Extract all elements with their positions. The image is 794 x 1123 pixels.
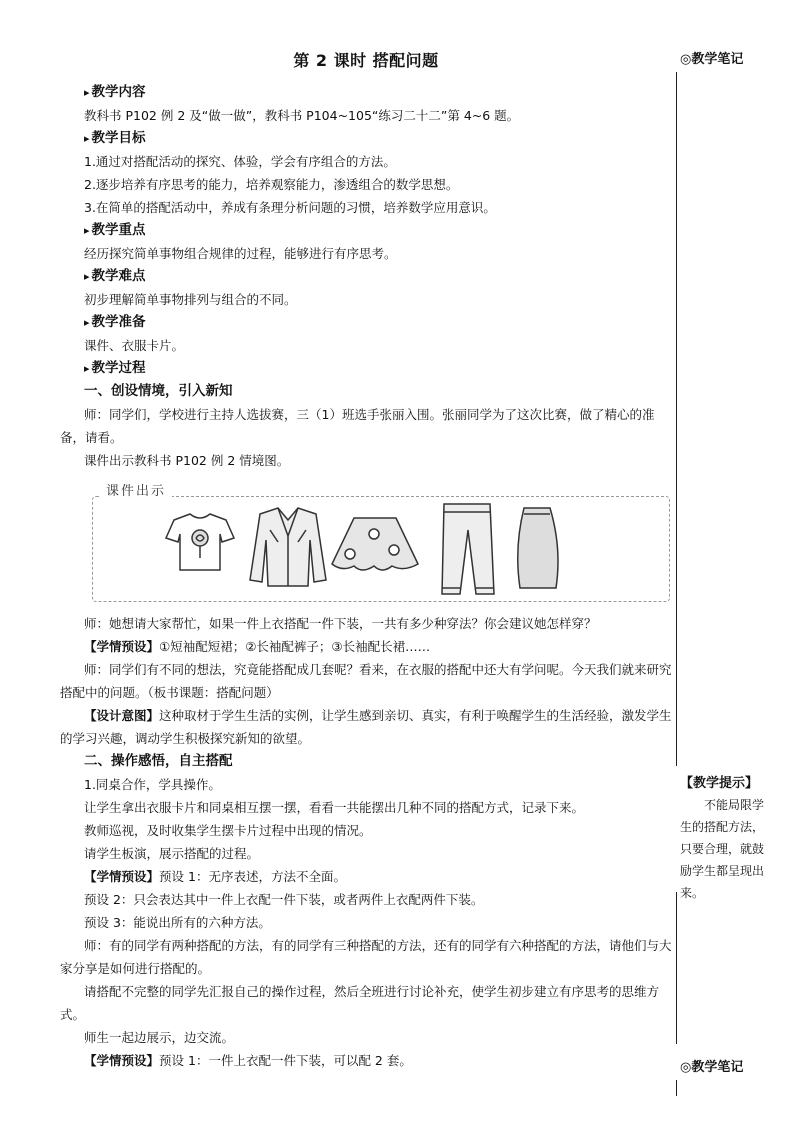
goal-item: 3.在简单的搭配活动中，养成有条理分析问题的习惯，培养数学应用意识。: [84, 200, 496, 215]
short-skirt-icon: [332, 518, 418, 570]
paragraph: [60, 704, 672, 750]
section-heading-prep: ▸ 教学准备: [60, 311, 672, 334]
teaching-notes-heading-bottom: ◎教学笔记: [680, 1060, 744, 1075]
key-text: 经历探究简单事物组合规律的过程，能够进行有序思考。: [84, 246, 397, 261]
section-heading-key: ▸ 教学重点: [60, 219, 672, 242]
paragraph: [60, 1049, 672, 1072]
section-heading-goals: ▸ 教学目标: [60, 127, 672, 150]
clothing-illustration: [92, 500, 668, 600]
sidebar-divider: [676, 72, 677, 766]
section-heading-content: ▸ 教学内容: [60, 81, 672, 104]
paragraph: 让学生拿出衣服卡片和同桌相互摆一摆，看看一共能摆出几种不同的搭配方式，记录下来。: [84, 800, 585, 815]
paragraph-text: 预设 1：一件上衣配一件下装，可以配 2 套。: [159, 1053, 412, 1068]
paragraph: 请搭配不完整的同学先汇报自己的操作过程，然后全班进行讨论补充，使学生初步建立有序思考的思维方式。: [60, 984, 660, 1022]
long-sleeve-jacket-icon: [250, 508, 326, 586]
content-text: 教科书 P102 例 2 及“做一做”，教科书 P104~105“练习二十二”第 4~6 题。: [84, 108, 520, 123]
goal-item: 2.逐步培养有序思考的能力，培养观察能力，渗透组合的数学思想。: [84, 177, 459, 192]
paragraph-text: 这种取材于学生生活的实例，让学生感到亲切、真实，有利于唤醒学生的生活经验，激发学生的学习兴趣，调动学生积极探究新知的欲望。: [60, 708, 672, 746]
difficulty-text: 初步理解简单事物排列与组合的不同。: [84, 292, 297, 307]
teaching-notes-heading: ◎教学笔记: [680, 52, 744, 67]
section-heading-process: ▸ 教学过程: [60, 357, 672, 380]
sidebar-divider: [676, 892, 677, 1044]
teaching-tip-text: 不能局限学生的搭配方法，只要合理，就鼓励学生都呈现出来。: [680, 798, 765, 900]
tag-label: 【设计意图】: [84, 708, 160, 723]
paragraph: 请学生板演，展示搭配的过程。: [84, 846, 260, 861]
courseware-figure: [92, 478, 670, 606]
paragraph-text: ①短袖配短裙；②长袖配裤子；③长袖配长裙……: [159, 639, 431, 654]
paragraph: 师：有的同学有两种搭配的方法，有的同学有三种搭配的方法，还有的同学有六种搭配的方法，请他们与大家分享是如何进行搭配的。: [60, 938, 672, 976]
tag-label: 【学情预设】: [84, 1053, 160, 1068]
tag-label: 【学情预设】: [84, 869, 160, 884]
paragraph: 预设 3：能说出所有的六种方法。: [84, 915, 271, 930]
paragraph: 1.同桌合作，学具操作。: [84, 777, 221, 792]
goal-item: 1.通过对搭配活动的探究、体验，学会有序组合的方法。: [84, 154, 396, 169]
short-sleeve-shirt-icon: [166, 514, 234, 570]
paragraph: [60, 635, 672, 658]
trousers-icon: [442, 504, 494, 594]
paragraph: 师：同学们有不同的想法，究竟能搭配成几套呢？看来，在衣服的搭配中还大有学问呢。今天我们就来研究搭配中的问题。（板书课题：搭配问题）: [60, 662, 672, 700]
part2-heading: 二、操作感悟，自主搭配: [84, 753, 233, 769]
prep-text: 课件、衣服卡片。: [84, 338, 185, 353]
part1-heading: 一、创设情境，引入新知: [84, 383, 233, 399]
section-heading-difficulty: ▸ 教学难点: [60, 265, 672, 288]
paragraph: 师生一起边展示，边交流。: [84, 1030, 235, 1045]
lesson-plan-body: [60, 48, 672, 1072]
paragraph: 师：她想请大家帮忙，如果一件上衣搭配一件下装，一共有多少种穿法？你会建议她怎样穿？: [84, 616, 597, 631]
paragraph: [60, 865, 672, 888]
paragraph-text: 预设 1：无序表述，方法不全面。: [159, 869, 346, 884]
paragraph: 预设 2：只会表达其中一件上衣配一件下装，或者两件上衣配两件下装。: [84, 892, 484, 907]
clothing-svg: [92, 500, 668, 600]
page-title: 第 2 课时 搭配问题: [293, 51, 439, 70]
teaching-tip-heading: 【教学提示】: [680, 776, 759, 791]
long-skirt-icon: [518, 508, 558, 588]
paragraph: 师：同学们，学校进行主持人选拔赛，三（1）班选手张丽入围。张丽同学为了这次比赛，做了精心的准备，请看。: [60, 407, 655, 445]
sidebar-divider: [676, 1080, 677, 1096]
figure-label: 课件出示: [100, 478, 172, 501]
tag-label: 【学情预设】: [84, 639, 160, 654]
paragraph: 课件出示教科书 P102 例 2 情境图。: [84, 453, 290, 468]
paragraph: 教师巡视，及时收集学生摆卡片过程中出现的情况。: [84, 823, 372, 838]
